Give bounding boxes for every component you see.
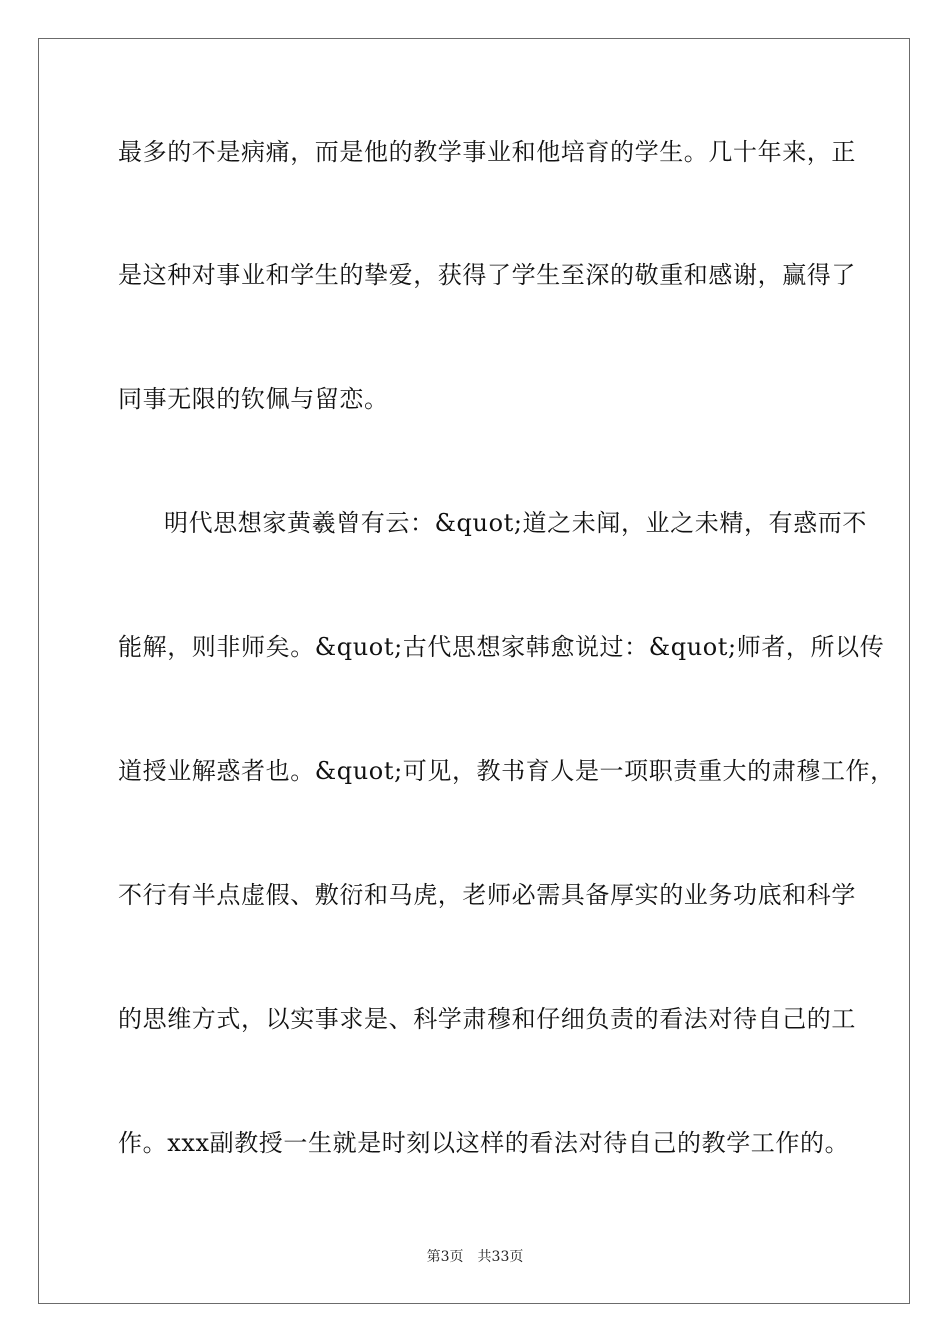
- paragraph-line: 最多的不是病痛，而是他的教学事业和他培育的学生。几十年来，正: [118, 138, 856, 166]
- paragraph-line: 能解，则非师矣。&quot;古代思想家韩愈说过：&quot;师者，所以传: [118, 633, 885, 661]
- paragraph-line: 作。xxx副教授一生就是时刻以这样的看法对待自己的教学工作的。: [118, 1129, 850, 1157]
- paragraph-line: 同事无限的钦佩与留恋。: [118, 385, 389, 413]
- paragraph-line: 不行有半点虚假、敷衍和马虎，老师必需具备厚实的业务功底和科学: [118, 881, 856, 909]
- paragraph-line: 的思维方式，以实事求是、科学肃穆和仔细负责的看法对待自己的工: [118, 1005, 856, 1033]
- paragraph-line: 道授业解惑者也。&quot;可见，教书育人是一项职责重大的肃穆工作，: [118, 757, 895, 785]
- page-border: [38, 38, 910, 1304]
- paragraph-line: 明代思想家黄羲曾有云：&quot;道之未闻，业之未精，有惑而不: [164, 509, 867, 537]
- paragraph-line: 是这种对事业和学生的挚爱，获得了学生至深的敬重和感谢，赢得了: [118, 261, 856, 289]
- page-footer: [0, 1247, 950, 1267]
- total-pages: 共33页: [477, 1249, 524, 1265]
- page-number: 第3页: [426, 1249, 464, 1265]
